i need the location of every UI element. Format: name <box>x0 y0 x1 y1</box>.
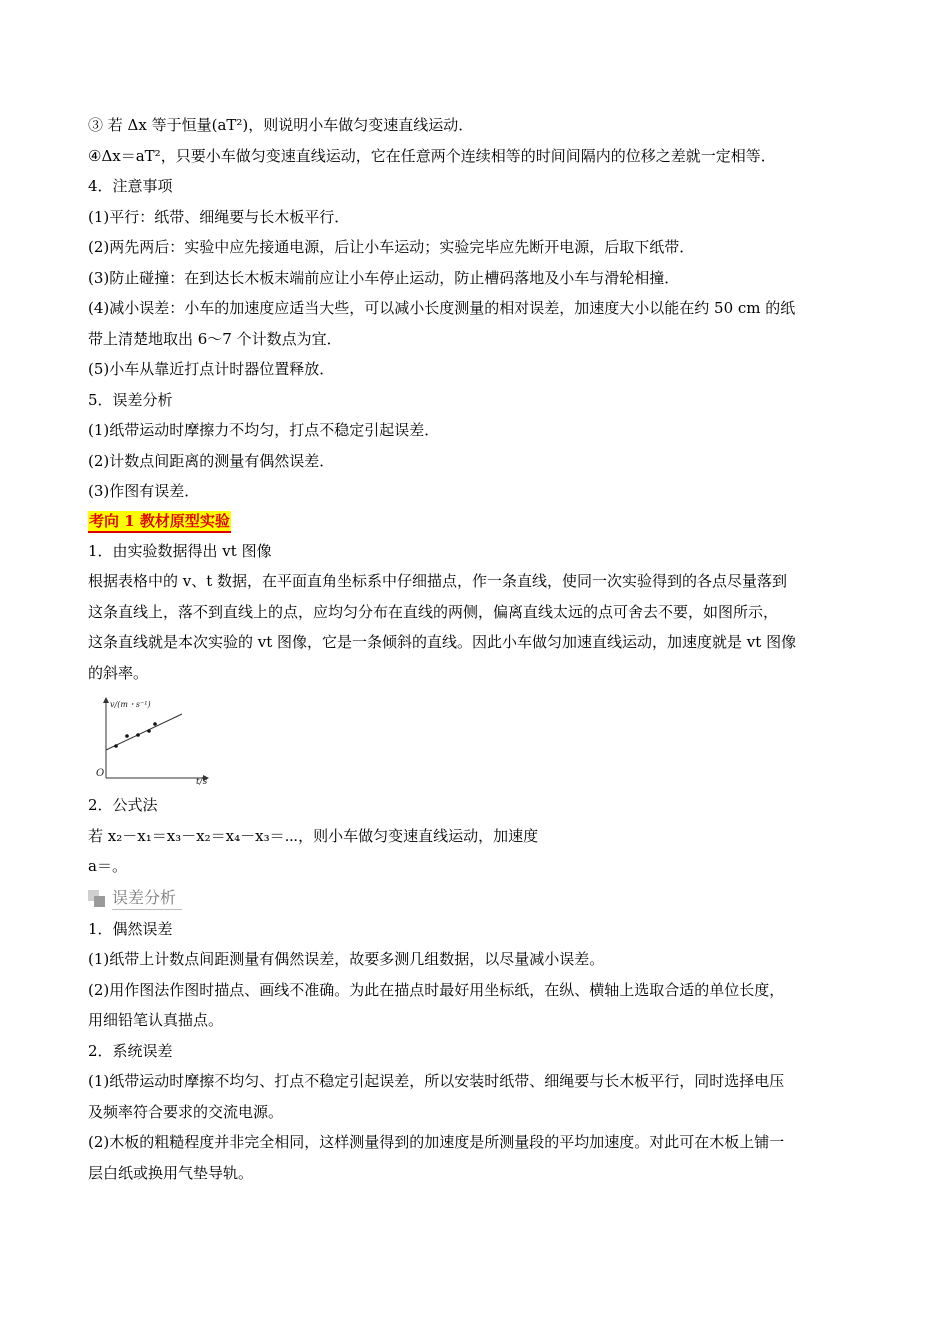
vt-graph-figure <box>88 694 868 786</box>
section-header <box>88 886 868 912</box>
text-line: 层白纸或换用气垫导轨。 <box>88 1163 254 1182</box>
text-line: ③ 若 Δx 等于恒量(aT²)，则说明小车做匀变速直线运动． <box>88 116 474 134</box>
text-line: (3)作图有误差． <box>88 482 200 500</box>
text-line: 用细铅笔认真描点。 <box>88 1011 224 1029</box>
text-line: (5)小车从靠近打点计时器位置释放． <box>88 360 335 378</box>
text-line: 这条直线上，落不到直线上的点，应均匀分布在直线的两侧，偏离直线太远的点可舍去不要，如图所示， <box>88 602 779 621</box>
section-icon <box>88 890 106 908</box>
text-line: (4)减小误差：小车的加速度应适当大些，可以减小长度测量的相对误差，加速度大小以能在约 50 cm 的纸 <box>88 299 796 317</box>
data-point <box>114 744 118 748</box>
text-line: 2．公式法 <box>88 796 158 814</box>
text-line: (1)纸带运动时摩擦力不均匀，打点不稳定引起误差． <box>88 421 440 439</box>
section-title: 误差分析 <box>112 887 182 910</box>
notes-block <box>88 110 868 507</box>
text-line: (2)两先两后：实验中应先接通电源，后让小车运动；实验完毕应先断开电源，后取下纸带． <box>88 238 695 256</box>
x-axis-label: t/s <box>196 777 208 786</box>
text-line: (1)纸带上计数点间距测量有偶然误差，故要多测几组数据，以尽量减小误差。 <box>88 950 605 968</box>
text-line: (2)木板的粗糙程度并非完全相同，这样测量得到的加速度是所测量段的平均加速度。对此可在木板上铺一 <box>88 1133 785 1151</box>
text-line: 根据表格中的 v、t 数据，在平面直角坐标系中仔细描点，作一条直线，使同一次实验得到的各点尽量落到 <box>88 572 788 590</box>
text-line: (2)用作图法作图时描点、画线不准确。为此在描点时最好用坐标纸，在纵、横轴上选取合适的单位长度， <box>88 980 785 999</box>
y-axis-label: v/(m・s⁻¹) <box>110 700 151 709</box>
text-line: (3)防止碰撞：在到达长木板末端前应让小车停止运动，防止槽码落地及小车与滑轮相撞． <box>88 268 680 287</box>
data-point <box>147 729 151 733</box>
text-line: 的斜率。 <box>88 663 149 682</box>
formula-method-block <box>88 790 868 882</box>
text-line: (1)平行：纸带、细绳要与长木板平行． <box>88 207 350 226</box>
text-line: 1．由实验数据得出 vt 图像 <box>88 541 272 560</box>
document-page <box>88 110 868 1188</box>
text-line: 这条直线就是本次实验的 vt 图像，它是一条倾斜的直线。因此小车做匀加速直线运动，加速度就是 vt 图像 <box>88 633 797 651</box>
text-line: 2．系统误差 <box>88 1041 173 1060</box>
text-line: 及频率符合要求的交流电源。 <box>88 1102 284 1121</box>
text-line: 若 x₂－x₁＝x₃－x₂＝x₄－x₃＝⋯，则小车做匀变速直线运动，加速度 <box>88 826 539 845</box>
vt-graph <box>94 694 224 786</box>
origin-label: O <box>96 768 105 779</box>
data-point <box>125 734 129 738</box>
topic-tag: 考向 1 教材原型实验 <box>88 511 231 533</box>
text-line: (1)纸带运动时摩擦不均匀、打点不稳定引起误差，所以安装时纸带、细绳要与长木板平行，同时选择电压 <box>88 1072 785 1090</box>
data-point <box>153 722 157 726</box>
heading-precautions: 4．注意事项 <box>88 177 173 195</box>
error-analysis-block <box>88 914 868 1189</box>
fit-line <box>106 714 182 750</box>
text-line: (2)计数点间距离的测量有偶然误差． <box>88 451 335 470</box>
text-line: 1．偶然误差 <box>88 919 173 938</box>
text-line: ④Δx＝aT²，只要小车做匀变速直线运动，它在任意两个连续相等的时间间隔内的位移之差就一定相等． <box>88 146 776 165</box>
vt-method-block <box>88 536 868 689</box>
text-line: 带上清楚地取出 6～7 个计数点为宜． <box>88 329 342 348</box>
heading-error-analysis: 5．误差分析 <box>88 390 173 409</box>
data-point <box>136 733 140 737</box>
text-line: a＝。 <box>88 857 127 875</box>
